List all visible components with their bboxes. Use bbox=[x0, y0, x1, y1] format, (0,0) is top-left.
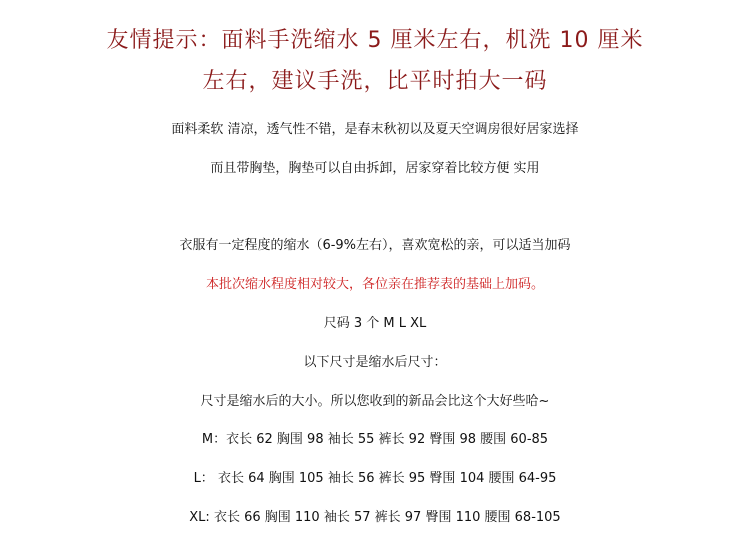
shrink-note: 衣服有一定程度的缩水（6-9%左右），喜欢宽松的亲，可以适当加码 bbox=[179, 238, 571, 253]
measure-note: 以下尺寸是缩水后尺寸： bbox=[303, 355, 447, 370]
size-row-m: M：衣长 62 胸围 98 袖长 55 裤长 92 臀围 98 腰围 60-85 bbox=[201, 432, 549, 447]
description-line-2: 而且带胸垫，胸垫可以自由拆卸，居家穿着比较方便 实用 bbox=[210, 161, 540, 176]
warning-note: 本批次缩水程度相对较大，各位亲在推荐表的基础上加码。 bbox=[205, 277, 544, 292]
size-row-xl: XL: 衣长 66 胸围 110 袖长 57 裤长 97 臀围 110 腰围 68-105 bbox=[189, 510, 561, 525]
sizes-intro: 尺码 3 个 M L XL bbox=[323, 316, 427, 331]
description-line-1: 面料柔软 清凉，透气性不错，是春末秋初以及夏天空调房很好居家选择 bbox=[171, 122, 579, 137]
notice-line-2: 左右，建议手洗，比平时拍大一码 bbox=[202, 69, 548, 94]
notice-line-1: 友情提示：面料手洗缩水 5 厘米左右，机洗 10 厘米 bbox=[106, 28, 644, 53]
measure-note-2: 尺寸是缩水后的大小。所以您收到的新品会比这个大好些哈~ bbox=[200, 394, 550, 409]
size-row-l: L： 衣长 64 胸围 105 袖长 56 裤长 95 臀围 104 腰围 64-95 bbox=[193, 471, 557, 486]
